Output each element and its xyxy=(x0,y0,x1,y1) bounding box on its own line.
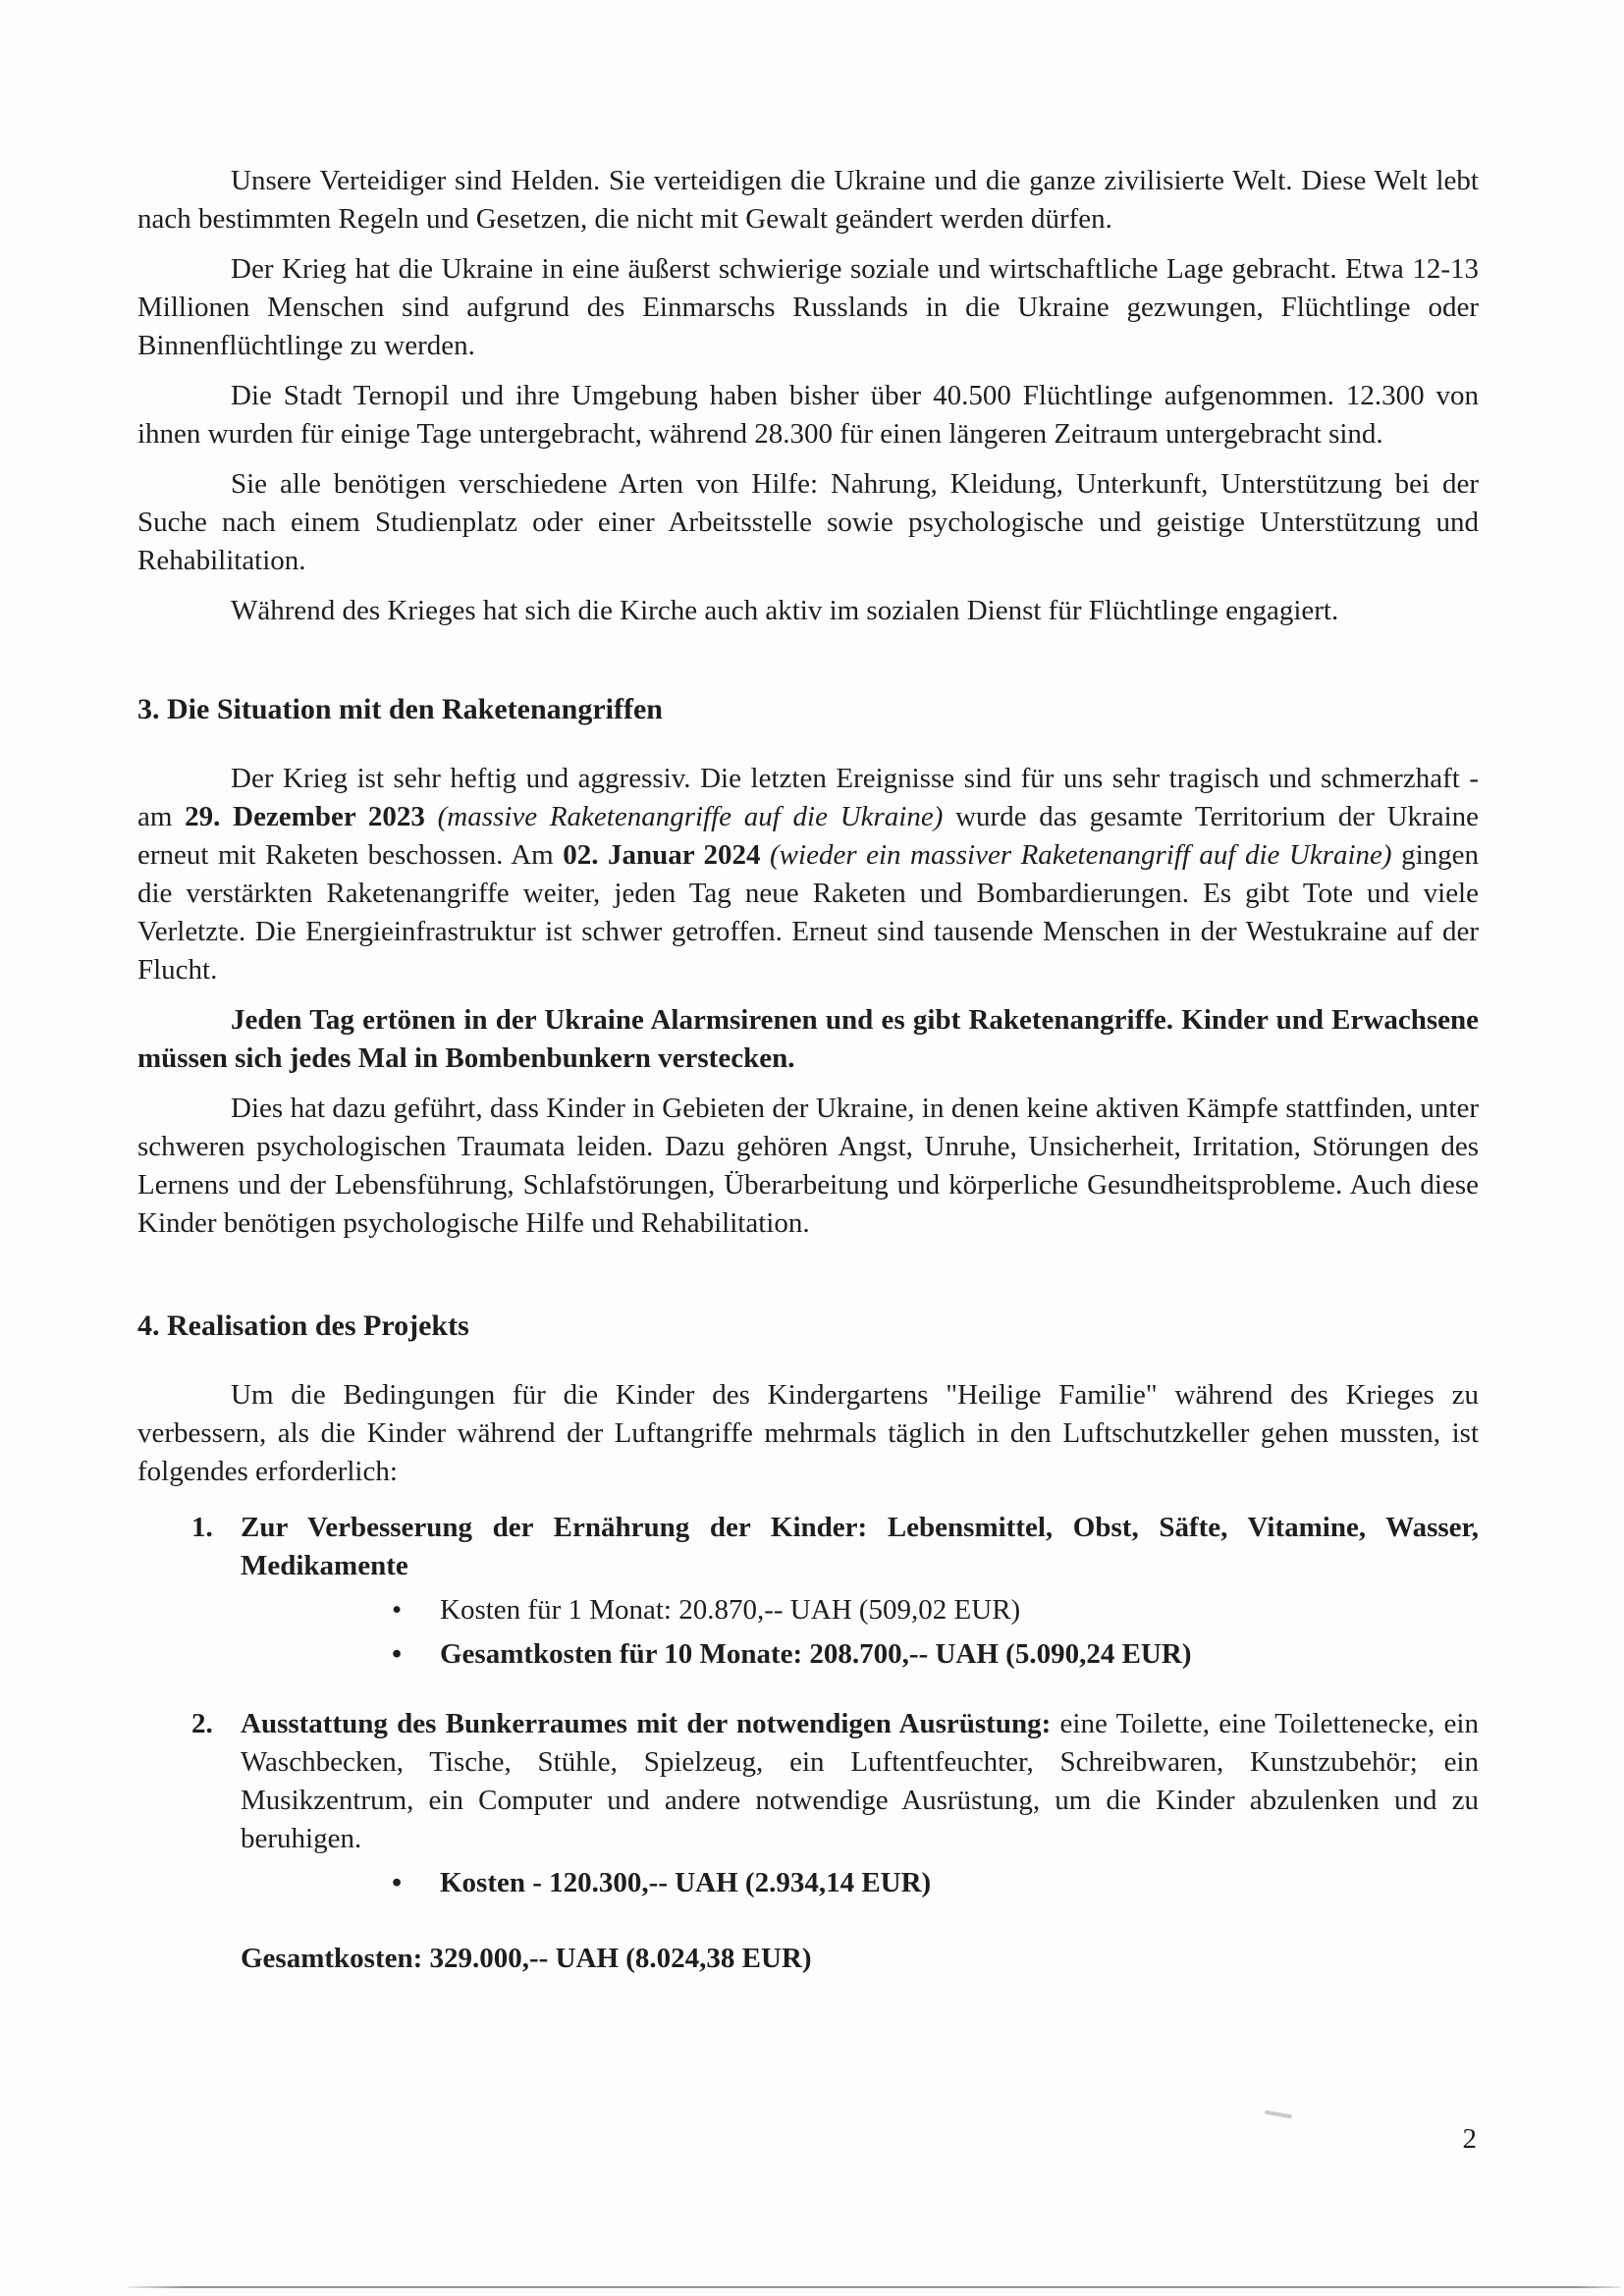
paragraph-rocket-events xyxy=(137,760,1479,989)
text-run: eine Toilette, eine Toilettenecke, ein Waschbecken, Tische, Stühle, Spielzeug, ein Luftentfeuchter, Schreibwaren, Kunstzubehör; ein Musikzentrum, ein Computer und andere notwendige Ausrüstung, um die Kinder abzulenken und zu beruhigen. xyxy=(241,1708,1479,1854)
list-item-number: 1. xyxy=(191,1512,213,1543)
text-run-bold-date: 02. Januar 2024 xyxy=(563,839,761,871)
list-item-bunker-equipment xyxy=(191,1705,1479,1902)
text-run-bold-date: 29. Dezember 2023 xyxy=(185,801,425,832)
paragraph-ternopil-refugees: Die Stadt Ternopil und ihre Umgebung haben bisher über 40.500 Flüchtlinge aufgenommen. 12.300 von ihnen wurden für einige Tage untergebracht, während 28.300 für einen längeren Zeitraum untergebracht sind. xyxy=(137,380,1479,450)
paragraph-children-trauma: Dies hat dazu geführt, dass Kinder in Gebieten der Ukraine, in denen keine aktiven Kämpfe stattfinden, unter schweren psychologischen Traumata leiden. Dazu gehören Angst, Unruhe, Unsicherheit, Irritation, Störungen des Lernens und der Lebensführung, Schlafstörungen, Überarbeitung und körperliche Gesundheitsprobleme. Auch diese Kinder benötigen psychologische Hilfe und Rehabilitation. xyxy=(137,1093,1479,1239)
scan-artifact-line xyxy=(128,2286,1620,2288)
list-item-title: Zur Verbesserung der Ernährung der Kinder: Lebensmittel, Obst, Säfte, Vitamine, Wasser, Medikamente xyxy=(241,1512,1479,1581)
list-item-body xyxy=(241,1509,1479,1674)
paragraph-project-intro: Um die Bedingungen für die Kinder des Kindergartens "Heilige Familie" während des Krieges zu verbessern, als die Kinder während der Luftangriffe mehrmals täglich in den Luftschutzkeller gehen mussten, ist folgendes erforderlich: xyxy=(137,1379,1479,1487)
paragraph-war-situation: Der Krieg hat die Ukraine in eine äußerst schwierige soziale und wirtschaftliche Lage gebracht. Etwa 12-13 Millionen Menschen sind aufgrund des Einmarschs Russlands in die Ukraine gezwungen, Flüchtlinge oder Binnenflüchtlinge zu werden. xyxy=(137,253,1479,361)
total-cost-line: Gesamtkosten: 329.000,-- UAH (8.024,38 EUR) xyxy=(241,1943,812,1974)
bullet-text: Kosten für 1 Monat: 20.870,-- UAH (509,02 EUR) xyxy=(440,1594,1021,1626)
section-3-heading: 3. Die Situation mit den Raketenangriffen xyxy=(137,693,663,725)
bullet-icon: • xyxy=(392,1594,403,1626)
text-run: gingen die verstärkten Raketenangriffe weiter, jeden Tag neue Raketen und Bombardierungen. Es gibt Tote und viele Verletzte. Die Energieinfrastruktur ist schwer getroffen. Erneut sind tausende Menschen in der Westukraine auf der Flucht. xyxy=(137,839,1479,986)
bullet-text: Gesamtkosten für 10 Monate: 208.700,-- UAH (5.090,24 EUR) xyxy=(440,1638,1192,1670)
list-item-nutrition xyxy=(191,1509,1479,1674)
bullet-item-total-cost xyxy=(388,1635,1479,1674)
bullet-item-cost xyxy=(388,1864,1479,1902)
page-number: 2 xyxy=(1462,2123,1477,2155)
section-4-heading: 4. Realisation des Projekts xyxy=(137,1309,469,1342)
paragraph-alarm-sirens: Jeden Tag ertönen in der Ukraine Alarmsirenen und es gibt Raketenangriffe. Kinder und Erwachsene müssen sich jedes Mal in Bombenbunkern verstecken. xyxy=(137,1004,1479,1074)
text-run: wurde das gesamte Territorium der Ukraine erneut mit Raketen beschossen. Am xyxy=(137,801,1480,871)
text-run: Der Krieg ist sehr heftig und aggressiv. Die letzten Ereignisse sind für uns sehr tragisch und schmerzhaft - am xyxy=(137,763,1479,832)
bullet-text: Kosten - 120.300,-- UAH (2.934,14 EUR) xyxy=(440,1867,932,1898)
document-content xyxy=(137,162,1479,1978)
bullet-item-monthly-cost xyxy=(388,1591,1479,1629)
list-item-title xyxy=(241,1705,1479,1858)
text-run-italic-note: (massive Raketenangriffe auf die Ukraine) xyxy=(424,801,944,832)
text-run-italic-note: (wieder ein massiver Raketenangriff auf die Ukraine) xyxy=(760,839,1392,871)
scan-artifact-mark xyxy=(1265,2110,1292,2119)
paragraph-church-service: Während des Krieges hat sich die Kirche auch aktiv im sozialen Dienst für Flüchtlinge engagiert. xyxy=(231,595,1339,626)
list-item-body xyxy=(241,1705,1479,1902)
bullet-icon: • xyxy=(392,1638,403,1670)
text-run-bold-lead: Ausstattung des Bunkerraumes mit der notwendigen Ausrüstung: xyxy=(241,1708,1052,1739)
paragraph-defenders: Unsere Verteidiger sind Helden. Sie verteidigen die Ukraine und die ganze zivilisierte Welt. Diese Welt lebt nach bestimmten Regeln und Gesetzen, die nicht mit Gewalt geändert werden dürfen. xyxy=(137,165,1479,235)
list-item-number: 2. xyxy=(191,1708,213,1739)
bullet-icon: • xyxy=(392,1867,403,1898)
paragraph-types-of-help: Sie alle benötigen verschiedene Arten von Hilfe: Nahrung, Kleidung, Unterkunft, Unterstützung bei der Suche nach einem Studienplatz oder einer Arbeitsstelle sowie psychologische und geistige Unterstützung und Rehabilitation. xyxy=(137,468,1479,576)
